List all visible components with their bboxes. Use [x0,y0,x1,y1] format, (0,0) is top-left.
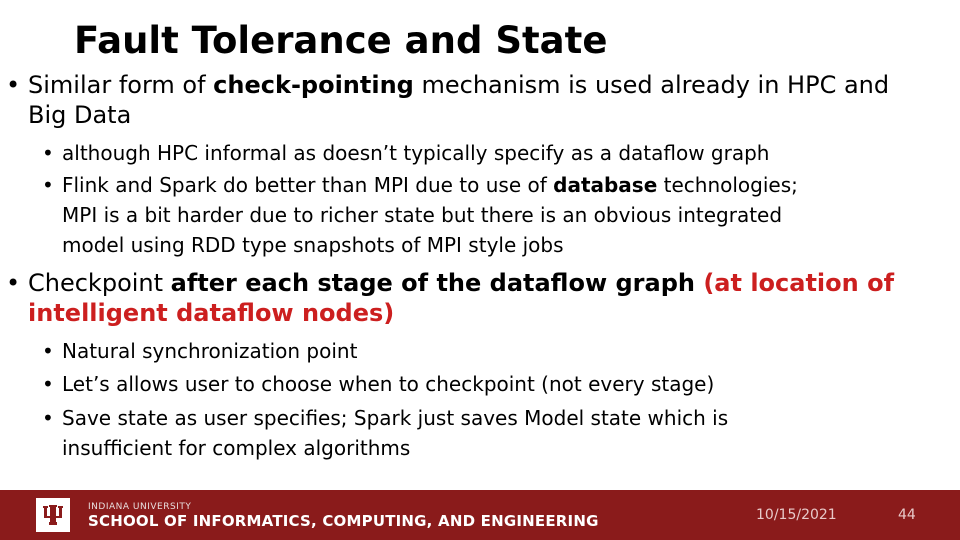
bullet-dot: • [6,71,21,99]
bullet-level2: • Flink and Spark do better than MPI due to use of database technologies; MPI is a bit harder due to richer state but there is an obvious integrated model using RDD type snapshots of MPI style jobs [0,170,960,260]
school-name: SCHOOL OF INFORMATICS, COMPUTING, AND ENGINEERING [88,512,599,530]
bullet-dot: • [42,372,54,396]
bullet-level2: • Natural synchronization point [0,336,960,366]
bullet-dot: • [42,406,54,430]
university-name: INDIANA UNIVERSITY [88,502,192,512]
footer-bar [0,490,960,540]
highlight-text: (at location of [694,269,895,297]
bullet-level1: • Similar form of check-pointing mechanism is used already in HPC and Big Data [6,71,890,129]
emphasis-text: check-pointing [213,71,414,99]
page-number: 44 [898,507,916,523]
iu-trident-icon [36,498,70,532]
bullet-level2: • although HPC informal as doesn’t typically specify as a dataflow graph [0,138,960,168]
slide-title: Fault Tolerance and State [74,19,608,62]
bullet-dot: • [42,339,54,363]
emphasis-text: database [553,173,658,197]
emphasis-text: after each stage of the dataflow graph [170,269,695,297]
bullet-dot: • [6,269,21,297]
bullet-level2: • Save state as user specifies; Spark just saves Model state which is insufficient for complex algorithms [0,403,960,463]
slide-date: 10/15/2021 [756,507,837,523]
highlight-text: intelligent dataflow nodes) [28,299,395,327]
bullet-dot: • [42,173,54,197]
bullet-dot: • [42,141,54,165]
bullet-level1: • Checkpoint after each stage of the dataflow graph (at location of intelligent dataflow nodes) [6,269,895,327]
bullet-level2: • Let’s allows user to choose when to checkpoint (not every stage) [0,369,960,399]
